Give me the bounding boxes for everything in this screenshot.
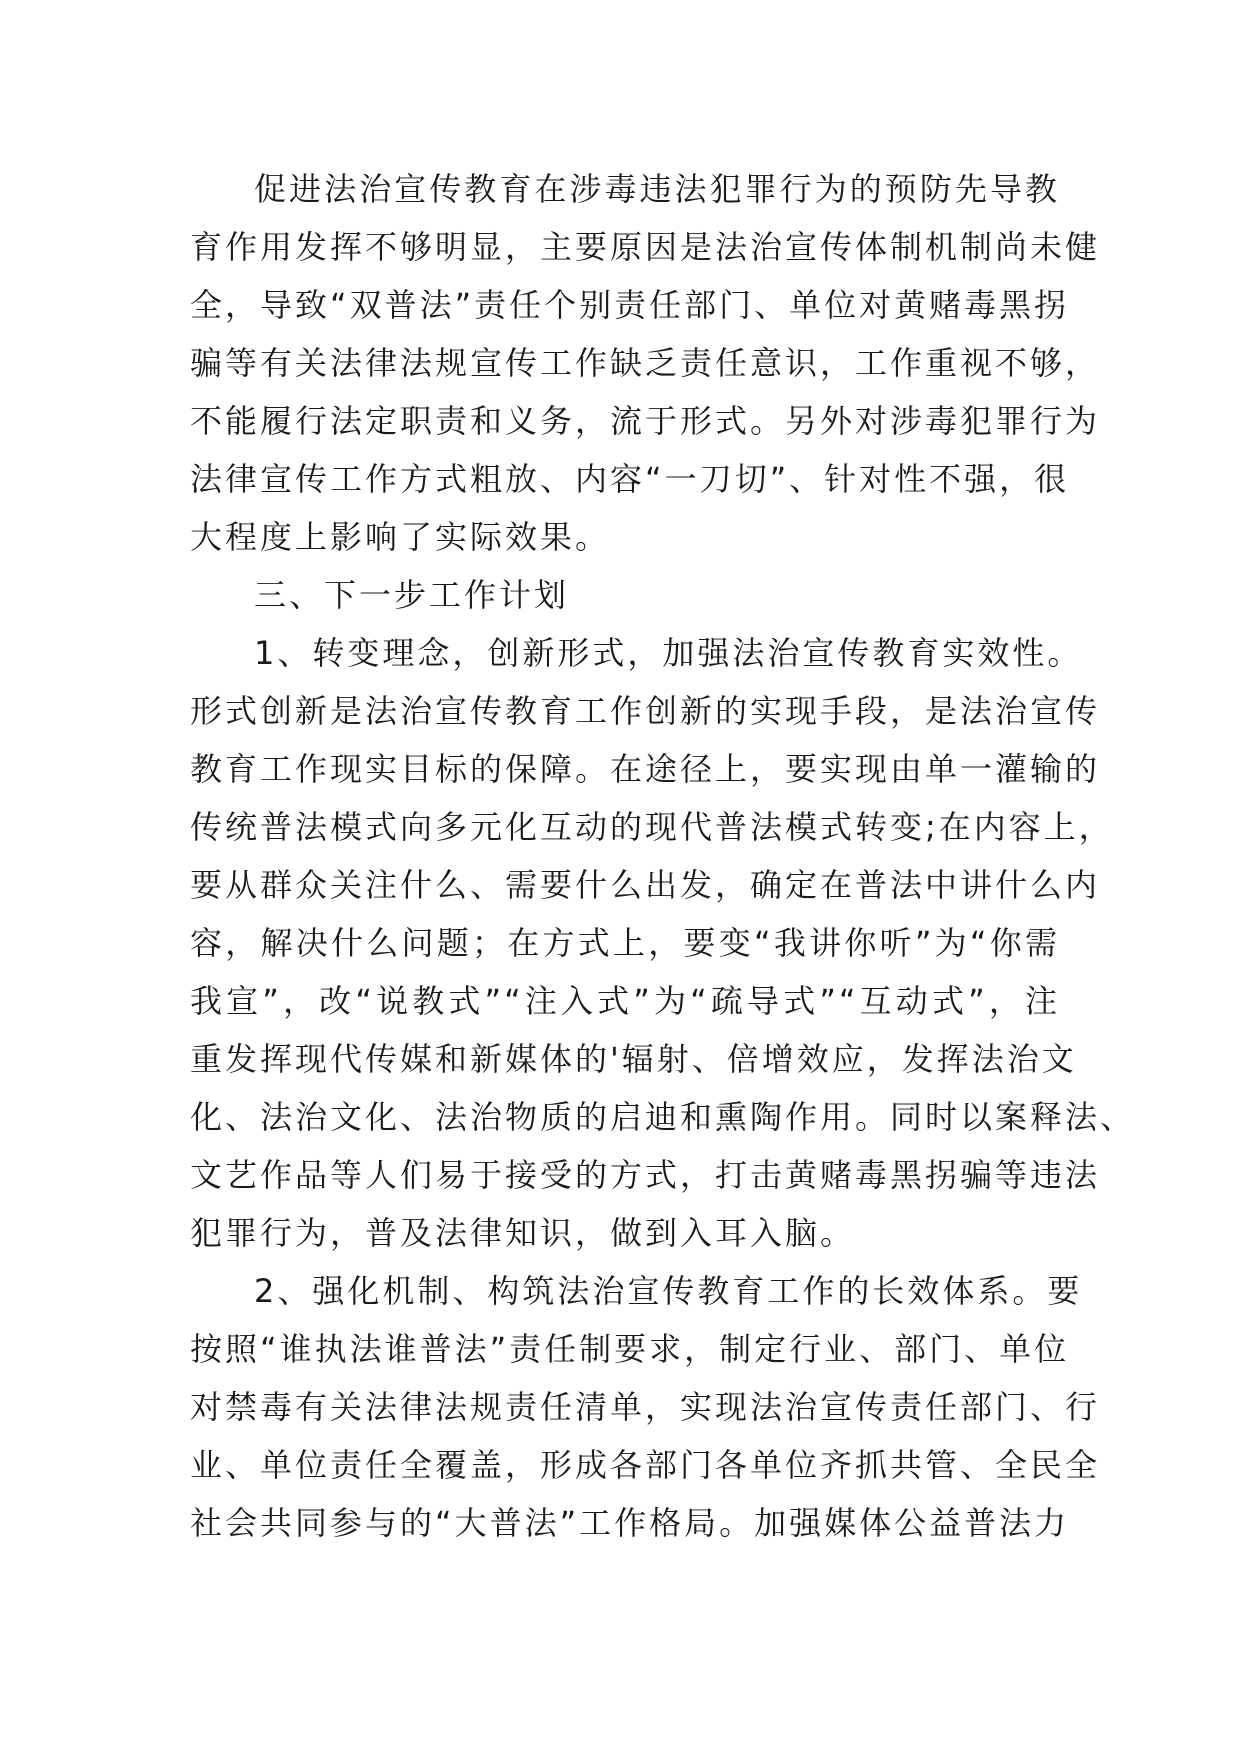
section-heading: 三、下一步工作计划 bbox=[254, 576, 570, 614]
text-line: 大程度上影响了实际效果。 bbox=[190, 518, 611, 556]
text-line: 我宣”，改“说教式”“注入式”为“疏导式”“互动式”，注 bbox=[190, 982, 1060, 1020]
text-line: 传统普法模式向多元化互动的现代普法模式转变;在内容上， bbox=[190, 808, 1114, 846]
text-line: 按照“谁执法谁普法”责任制要求，制定行业、部门、单位 bbox=[190, 1330, 1070, 1368]
text-line: 骗等有关法律法规宣传工作缺乏责任意识，工作重视不够， bbox=[190, 344, 1101, 382]
text-line: 促进法治宣传教育在涉毒违法犯罪行为的预防先导教 bbox=[254, 170, 1060, 208]
text-line: 重发挥现代传媒和新媒体的'辐射、倍增效应，发挥法治文 bbox=[190, 1040, 1077, 1078]
text-line: 育作用发挥不够明显，主要原因是法治宣传体制机制尚未健 bbox=[190, 228, 1101, 266]
text-line: 全，导致“双普法”责任个别责任部门、单位对黄赌毒黑拐 bbox=[190, 286, 1070, 324]
text-line: 2、强化机制、构筑法治宣传教育工作的长效体系。要 bbox=[254, 1272, 1083, 1310]
text-line: 形式创新是法治宣传教育工作创新的实现手段，是法治宣传 bbox=[190, 692, 1101, 730]
text-line: 教育工作现实目标的保障。在途径上，要实现由单一灌输的 bbox=[190, 750, 1101, 788]
text-line: 容，解决什么问题；在方式上，要变“我讲你听”为“你需 bbox=[190, 924, 1060, 962]
paragraph-item-1 bbox=[190, 624, 1136, 1262]
text-line: 法律宣传工作方式粗放、内容“一刀切”、针对性不强，很 bbox=[190, 460, 1070, 498]
text-line: 不能履行法定职责和义务，流于形式。另外对涉毒犯罪行为 bbox=[190, 402, 1101, 440]
paragraph-item-2 bbox=[190, 1262, 1101, 1552]
paragraph-problem-cause bbox=[190, 160, 1101, 566]
text-line: 化、法治文化、法治物质的启迪和熏陶作用。同时以案释法、 bbox=[190, 1098, 1136, 1136]
text-line: 文艺作品等人们易于接受的方式，打击黄赌毒黑拐骗等违法 bbox=[190, 1156, 1101, 1194]
text-line: 业、单位责任全覆盖，形成各部门各单位齐抓共管、全民全 bbox=[190, 1446, 1101, 1484]
text-line: 社会共同参与的“大普法”工作格局。加强媒体公益普法力 bbox=[190, 1504, 1070, 1542]
text-line: 对禁毒有关法律法规责任清单，实现法治宣传责任部门、行 bbox=[190, 1388, 1101, 1426]
text-line: 犯罪行为，普及法律知识，做到入耳入脑。 bbox=[190, 1214, 856, 1252]
text-line: 1、转变理念，创新形式，加强法治宣传教育实效性。 bbox=[254, 634, 1083, 672]
document-body bbox=[190, 160, 1136, 1552]
section-heading-next-steps bbox=[190, 566, 1060, 624]
text-line: 要从群众关注什么、需要什么出发，确定在普法中讲什么内 bbox=[190, 866, 1101, 904]
